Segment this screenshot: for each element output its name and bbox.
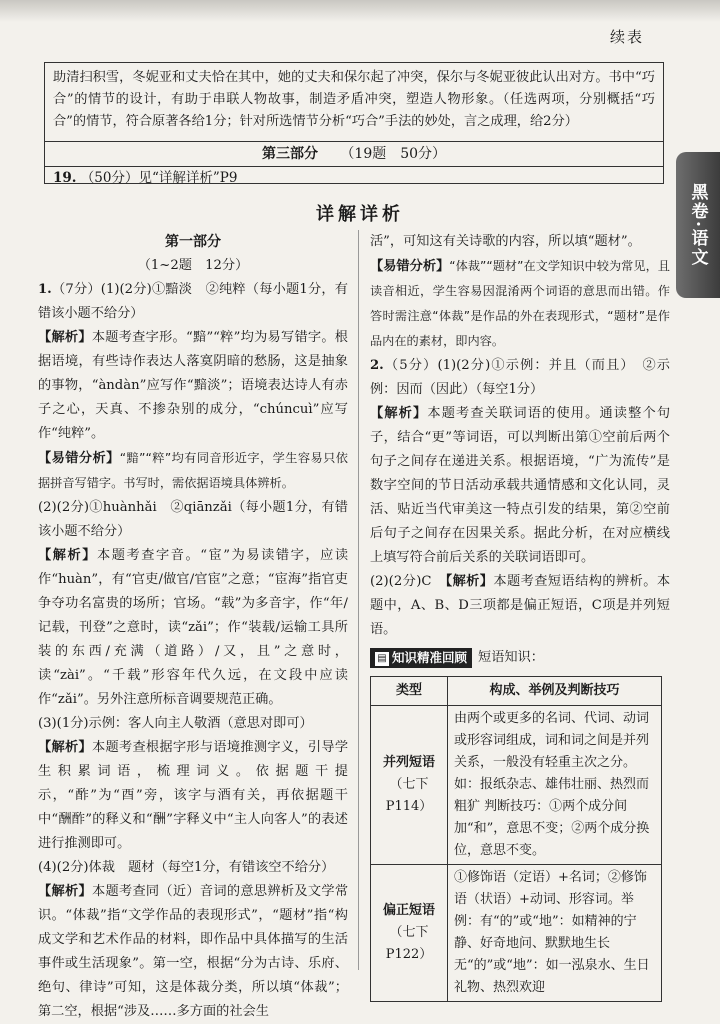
analysis-1-text: 本题考查字形。“黯”“粹”均为易写错字。根据语境，有些诗作表达人落寞阴暗的愁肠，这是抽象的事物，“àndàn”应写作“黯淡”；语境表达诗人有赤子之心，天真、不掺杂别的成分，“chúncuì”应写作“纯粹”。 [38,330,348,441]
analysis-2 [38,544,348,712]
analysis-4 [38,880,348,1024]
error-analysis-2-text: “体裁”“题材”在文学知识中较为常见，且读音相近，学生容易因混淆两个词语的意思而出错。作答时需注意“体裁”是作品的外在表现形式，“题材”是作品内在的素材，即内容。 [370,259,670,348]
part-three-row [45,142,663,167]
error-analysis-1-text: “黯”“粹”均有同音形近字，学生容易只依据拼音写错字。书写时，需依据语境具体辨析。 [38,451,348,490]
error-analysis-1 [38,446,348,496]
left-column [38,230,348,1024]
page-top-shadow [0,0,720,22]
analysis-4-continued: 活”，可知这有关诗歌的内容，所以填“题材”。 [370,234,641,249]
question-1-head [38,278,348,326]
phrase-type-name: 并列短语 [382,755,435,770]
error-analysis-tag: 【易错分析】 [370,259,450,274]
table-cell-content: 由两个或更多的名词、代词、动词或形容词组成，词和词之间是并列关系，一般没有轻重主次之分。如：报纸杂志、雄伟壮丽、热烈而粗犷 判断技巧：①两个成分间加“和”，意思不变；②两个成分换位，意思不变。 [448,706,662,865]
analysis-tag: 【解析】 [445,574,494,589]
part-three-title: 第三部分 [261,146,318,162]
error-analysis-tag: 【易错分析】 [38,451,120,466]
analysis-tag: 【解析】 [38,884,92,899]
table-cell-content: ①修饰语（定语）+名词；②修饰语（状语）+动词、形容词。举例：有“的”或“地”：如精神的宁静、好奇地问、默默地生长 无“的”或“地”：如一泓泉水、生日礼物、热烈欢迎 [448,865,662,1002]
analysis-6 [370,570,670,642]
table-cell-type [371,865,448,1002]
phrase-type-name: 偏正短语 [382,903,435,918]
knowledge-review [370,646,670,670]
analysis-tag: 【解析】 [38,740,92,755]
knowledge-badge [370,648,472,668]
page-title: 详解详析 [316,204,404,225]
phrase-knowledge-table [370,676,662,1002]
answer-table-continued [44,62,664,184]
analysis-5 [370,402,670,570]
part-three-info: （19题 50分） [340,146,447,162]
knowledge-label: 短语知识： [478,650,544,665]
table-row [371,865,662,1002]
question-1-2-answer: (2)(2分)①huànhǎi ②qiānzǎi（每小题1分，有错该小题不给分） [38,500,348,539]
analysis-3-text: 本题考查根据字形与语境推测字义，引导学生积累词语，梳理词义。依据题干提示，“酢”为“酉”旁，该字与酒有关，再依据题干中“酬酢”的释义和“酬”字释义中“主人向客人”的表述进行推测即可。 [38,740,349,851]
section-subtitle: （1~2题 12分） [137,258,249,273]
analysis-tag: 【解析】 [38,330,92,345]
answer-paragraph: 助清扫积雪，冬妮亚和丈夫恰在其中，她的丈夫和保尔起了冲突，保尔与冬妮亚彼此认出对方。书中“巧合”的情节的设计，有助于串联人物故事，制造矛盾冲突，塑造人物形象。（任选两项，分别概括“巧合”的情节，符合原著各给1分；针对所选情节分析“巧合”手法的妙处，言之成理，给2分） [45,63,663,142]
question-2-number: 2. [370,358,384,373]
table-header-content: 构成、举例及判断技巧 [448,677,662,706]
analysis-1 [38,326,348,446]
continued-label: 续表 [610,28,645,46]
question-1-3-answer: (3)(1分)示例：客人向主人敬酒（意思对即可） [38,716,313,731]
phrase-type-ref: （七下P114） [385,777,433,814]
question-19-number: 19. [53,170,77,186]
question-1-4-answer: (4)(2分)体裁 题材（每空1分，有错该空不给分） [38,860,335,875]
table-header-row [371,677,662,706]
analysis-3 [38,736,348,856]
analysis-5-text: 本题考查关联词语的使用。通读整个句子，结合“更”等词语，可以判断出第①空前后两个句子之间存在递进关系。根据语境，“广为流传”是数字空间的节日活动承载共通情感和文化认同，灵活、贴近当代审美这一特点引发的结果，第②空前后句子之间存在因果关系。据此分析，在对应横线上填写符合前后关系的关联词语即可。 [370,406,671,565]
analysis-2-text: 本题考查字音。“宦”为易读错字，应读作“huàn”，有“官吏/做官/官宦”之意；“宦海”指官吏争夺功名富贵的场所；官场。“载”为多音字，作“年/记载，刊登”之意时，读“zǎi”；作“装载/运输工具所装的东西/充满（道路）/又，且”之意时，读“zài”。“千载”形容年代久远，在文段中应读作“zǎi”。另外注意所标音调要规范正确。 [38,548,349,707]
question-1-number: 1. [38,282,52,297]
analysis-tag: 【解析】 [370,406,428,421]
right-column [370,230,670,1002]
analysis-tag: 【解析】 [38,548,97,563]
column-divider [358,230,359,970]
question-2-head [370,354,670,402]
question-1-answer: （7分）(1)(2分)①黯淡 ②纯粹（每小题1分，有错该小题不给分） [38,282,348,321]
table-cell-type [371,706,448,865]
table-header-type: 类型 [371,677,448,706]
question-19-row [45,167,663,189]
subject-side-tab-label: 黑卷·语文 [687,183,708,267]
question-19-text: （50分）见“详解详析”P9 [80,170,238,186]
analysis-4-text: 本题考查同（近）音词的意思辨析及文学常识。“体裁”指“文学作品的表现形式”，“题材”指“构成文学和艺术作品的材料，即作品中具体描写的生活事件或生活现象”。第一空，根据“分为古诗、乐府、绝句、律诗”可知，这是体裁分类，所以填“体裁”；第二空，根据“涉及……多方面的社会生 [38,884,349,1019]
error-analysis-2 [370,254,670,354]
question-2-answer: （5分）(1)(2分)①示例：并且（而且） ②示例：因而（因此）（每空1分） [370,358,670,397]
section-title: 第一部分 [165,234,221,250]
book-icon: ▤ [375,652,389,666]
phrase-type-ref: （七下P122） [385,925,433,962]
question-2-2-answer: (2)(2分)C [370,574,432,589]
knowledge-badge-label: 知识精准回顾 [392,650,468,665]
analysis-6-text: 本题考查短语结构的辨析。本题中，A、B、D三项都是偏正短语，C项是并列短语。 [370,574,671,637]
table-row [371,706,662,865]
